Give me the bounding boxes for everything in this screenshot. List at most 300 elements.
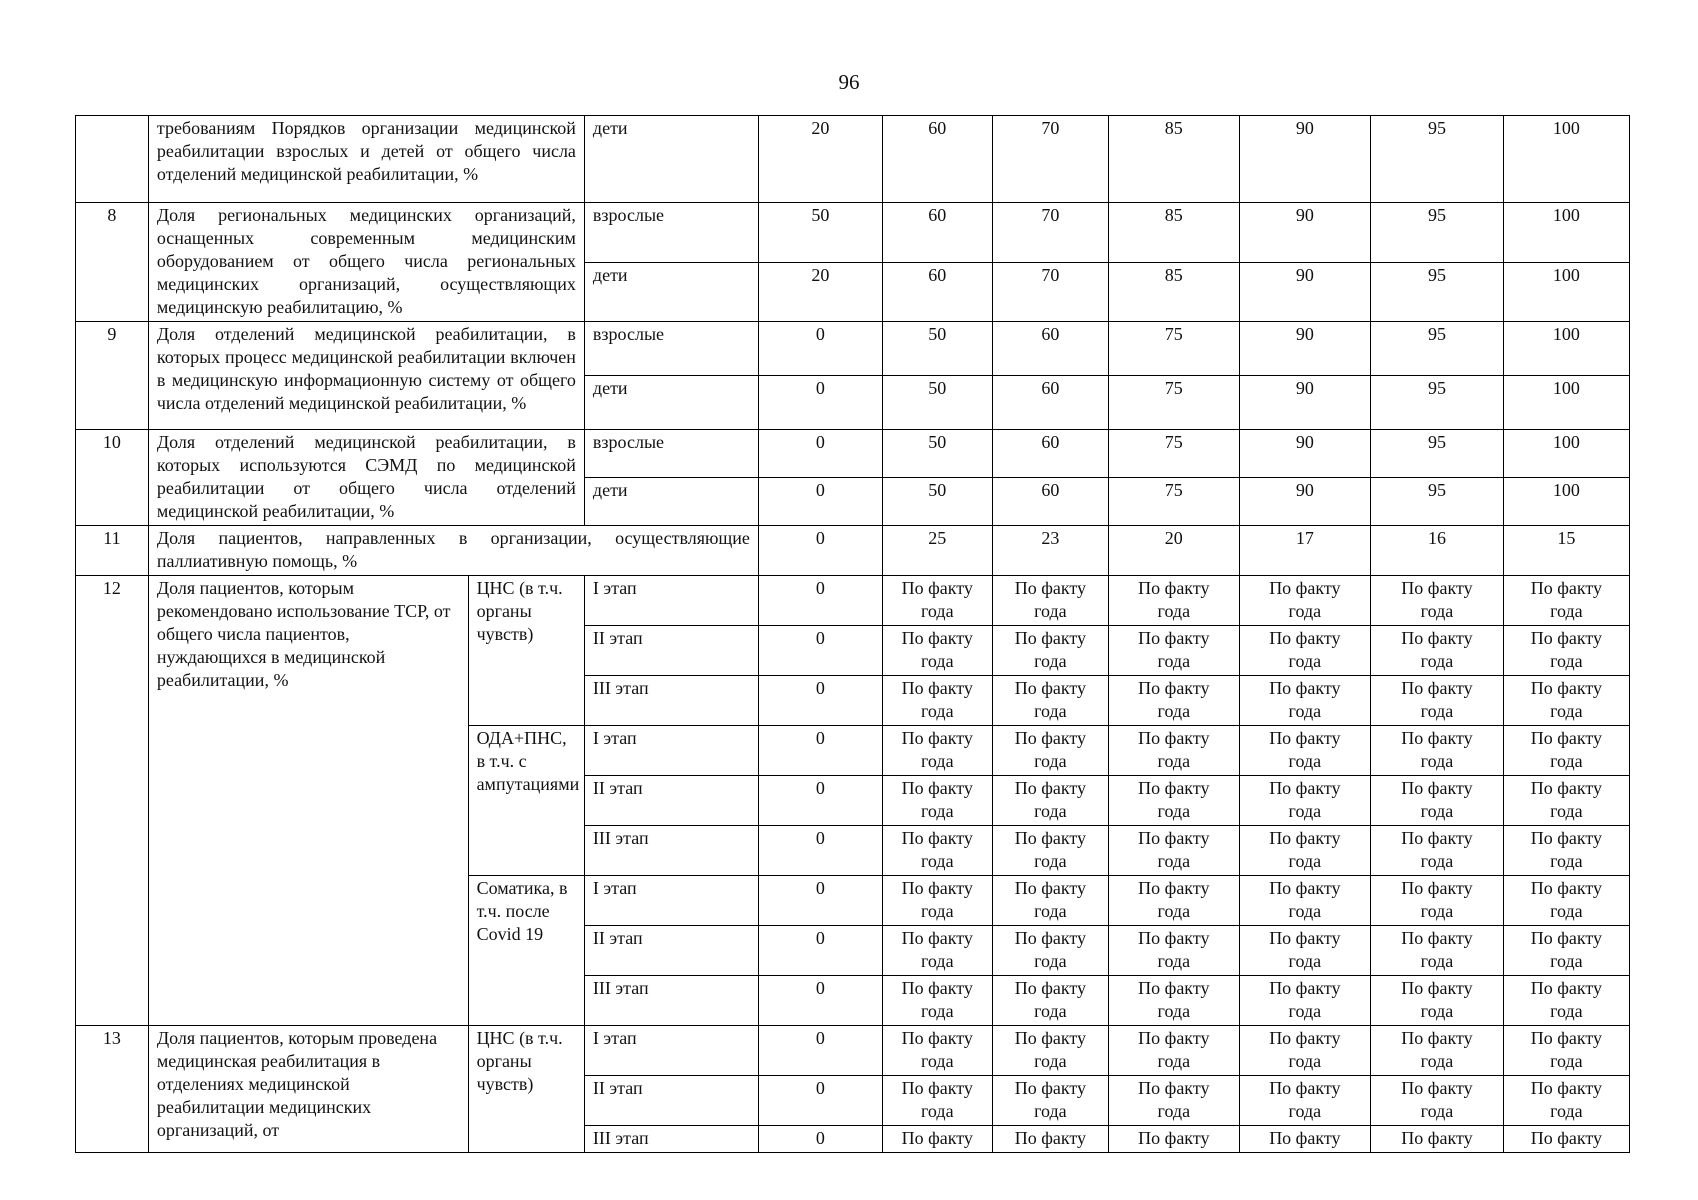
value-cell: 90 (1239, 376, 1371, 430)
fact-value-cell (1239, 1126, 1371, 1153)
fact-line-1: По факту (1269, 978, 1341, 998)
value-cell: 95 (1371, 262, 1504, 322)
fact-line-1: По факту (1401, 978, 1473, 998)
value-cell: 0 (758, 576, 882, 626)
stage-label: III этап (584, 1126, 758, 1153)
value-cell: 90 (1239, 430, 1371, 478)
fact-line-1: По факту (1530, 578, 1603, 598)
fact-value-cell (1109, 826, 1239, 876)
stage-label: III этап (584, 676, 758, 726)
value-cell: 50 (882, 430, 992, 478)
value-cell: 95 (1371, 116, 1504, 203)
value-cell: 0 (758, 926, 882, 976)
fact-line-1: По факту (1014, 1078, 1087, 1098)
table-row (76, 576, 1630, 626)
fact-line-2: года (1550, 951, 1583, 971)
fact-line-2: года (921, 1101, 954, 1121)
value-cell: 85 (1109, 262, 1239, 322)
fact-value-cell (1371, 976, 1504, 1026)
value-cell: 100 (1503, 322, 1629, 376)
fact-line-2: года (1034, 851, 1067, 871)
value-cell: 60 (992, 376, 1108, 430)
fact-value-cell (1503, 826, 1629, 876)
value-cell: 90 (1239, 116, 1371, 203)
fact-line-1: По факту (1401, 1128, 1473, 1148)
stage-label: I этап (584, 576, 758, 626)
fact-line-1: По факту (1269, 928, 1341, 948)
fact-value-cell (1503, 1026, 1629, 1076)
fact-line-2: года (1288, 601, 1322, 621)
fact-value-cell (1503, 1126, 1629, 1153)
value-cell: 90 (1239, 478, 1371, 526)
fact-value-cell (1239, 726, 1371, 776)
value-cell: 0 (758, 526, 882, 576)
page-number: 96 (838, 70, 860, 94)
fact-line-2: года (1157, 1101, 1191, 1121)
fact-line-1: По факту (1014, 978, 1087, 998)
fact-line-1: По факту (1530, 628, 1603, 648)
value-cell: 0 (758, 376, 882, 430)
fact-line-2: года (1034, 1101, 1067, 1121)
value-cell: 50 (882, 376, 992, 430)
fact-line-1: По факту (1530, 728, 1603, 748)
fact-line-1: По факту (1401, 1078, 1473, 1098)
value-cell: 60 (992, 430, 1108, 478)
fact-value-cell (992, 826, 1108, 876)
fact-line-2: года (921, 951, 954, 971)
stage-label: II этап (584, 926, 758, 976)
row-number: 8 (76, 203, 149, 322)
value-cell: 50 (882, 478, 992, 526)
fact-value-cell (992, 776, 1108, 826)
fact-line-2: года (1288, 1101, 1322, 1121)
fact-line-1: По факту (1138, 928, 1210, 948)
fact-line-2: года (1157, 701, 1191, 721)
fact-line-1: По факту (901, 678, 973, 698)
fact-value-cell (1109, 1076, 1239, 1126)
fact-line-2: года (1034, 751, 1067, 771)
fact-value-cell (1371, 926, 1504, 976)
fact-value-cell (1371, 726, 1504, 776)
fact-line-1: По факту (1530, 678, 1603, 698)
fact-line-1: По факту (901, 628, 973, 648)
value-cell: 50 (882, 322, 992, 376)
table-row (76, 116, 1630, 203)
indicator-description: Доля пациентов, направленных в организации, осуществляющие паллиативную помощь, % (148, 526, 758, 576)
value-cell: 75 (1109, 376, 1239, 430)
fact-line-1: По факту (1014, 678, 1087, 698)
fact-line-1: По факту (1401, 578, 1473, 598)
fact-line-1: По факту (1401, 678, 1473, 698)
fact-value-cell (882, 976, 992, 1026)
fact-line-2: года (921, 1001, 954, 1021)
value-cell: 0 (758, 976, 882, 1026)
stage-label: III этап (584, 826, 758, 876)
fact-line-2: года (1034, 951, 1067, 971)
value-cell: 60 (882, 262, 992, 322)
fact-value-cell (992, 1026, 1108, 1076)
fact-line-2: года (1157, 651, 1191, 671)
fact-line-2: года (1034, 901, 1067, 921)
fact-line-1: По факту (1138, 628, 1210, 648)
fact-line-2: года (1420, 901, 1454, 921)
value-cell: 95 (1371, 430, 1504, 478)
fact-line-2: года (1034, 1051, 1067, 1071)
value-cell: 95 (1371, 478, 1504, 526)
fact-value-cell (1503, 1076, 1629, 1126)
value-cell: 16 (1371, 526, 1504, 576)
value-cell: 0 (758, 430, 882, 478)
fact-line-1: По факту (1530, 1028, 1603, 1048)
fact-value-cell (992, 576, 1108, 626)
fact-value-cell (1109, 876, 1239, 926)
row-number: 9 (76, 322, 149, 430)
fact-value-cell (1371, 626, 1504, 676)
fact-value-cell (1239, 876, 1371, 926)
fact-line-1: По факту (1014, 778, 1087, 798)
fact-line-1: По факту (1530, 828, 1603, 848)
fact-line-1: По факту (1138, 1028, 1210, 1048)
fact-line-2: года (1157, 901, 1191, 921)
fact-value-cell (992, 976, 1108, 1026)
patient-group-label: ОДА+ПНС, в т.ч. с ампутациями (468, 726, 584, 876)
value-cell: 90 (1239, 262, 1371, 322)
fact-value-cell (1371, 1076, 1504, 1126)
value-cell: 90 (1239, 203, 1371, 263)
fact-line-2: года (1157, 601, 1191, 621)
indicator-description: требованиям Порядков организации медицинской реабилитации взрослых и детей от общего числа отделений медицинской реабилитации, % (148, 116, 584, 203)
indicator-description: Доля региональных медицинских организаций, оснащенных современным медицинским оборудованием от общего числа региональных медицинских организаций, осуществляющих медицинскую реабилитацию, % (148, 203, 584, 322)
value-cell: 15 (1503, 526, 1629, 576)
fact-line-1: По факту (901, 1028, 973, 1048)
fact-value-cell (1503, 926, 1629, 976)
fact-line-2: года (1157, 851, 1191, 871)
table-row (76, 203, 1630, 263)
fact-line-1: По факту (1138, 828, 1210, 848)
fact-value-cell (882, 676, 992, 726)
fact-line-1: По факту (901, 978, 973, 998)
fact-value-cell (1109, 976, 1239, 1026)
fact-line-1: По факту (901, 578, 973, 598)
fact-line-1: По факту (1401, 928, 1473, 948)
fact-line-1: По факту (1014, 628, 1087, 648)
fact-line-2: года (1157, 1051, 1191, 1071)
fact-line-2: года (1288, 851, 1322, 871)
fact-line-2: года (1288, 1001, 1322, 1021)
fact-line-2: года (921, 651, 954, 671)
fact-line-2: года (921, 1051, 954, 1071)
patient-group-label: ЦНС (в т.ч. органы чувств) (468, 1026, 584, 1153)
fact-line-2: года (1420, 701, 1454, 721)
value-cell: 0 (758, 876, 882, 926)
value-cell: 85 (1109, 116, 1239, 203)
subgroup-label: взрослые (584, 430, 758, 478)
fact-value-cell (992, 1076, 1108, 1126)
value-cell: 17 (1239, 526, 1371, 576)
subgroup-label: дети (584, 262, 758, 322)
value-cell: 0 (758, 676, 882, 726)
fact-value-cell (1109, 1126, 1239, 1153)
stage-label: II этап (584, 1076, 758, 1126)
fact-value-cell (882, 826, 992, 876)
fact-line-2: года (1288, 751, 1322, 771)
value-cell: 70 (992, 262, 1108, 322)
fact-line-1: По факту (901, 1128, 973, 1148)
subgroup-label: взрослые (584, 322, 758, 376)
fact-line-1: По факту (1530, 778, 1603, 798)
value-cell: 100 (1503, 203, 1629, 263)
fact-line-1: По факту (1014, 728, 1087, 748)
fact-value-cell (1239, 826, 1371, 876)
fact-line-2: года (1550, 851, 1583, 871)
value-cell: 0 (758, 726, 882, 776)
fact-line-1: По факту (1138, 578, 1210, 598)
fact-line-2: года (1157, 951, 1191, 971)
fact-line-1: По факту (1269, 778, 1341, 798)
fact-line-2: года (1034, 701, 1067, 721)
fact-line-1: По факту (1138, 678, 1210, 698)
fact-line-2: года (1550, 651, 1583, 671)
fact-value-cell (992, 926, 1108, 976)
table-row (76, 430, 1630, 478)
fact-line-2: года (1550, 751, 1583, 771)
fact-line-1: По факту (1269, 578, 1341, 598)
fact-line-1: По факту (1014, 1028, 1087, 1048)
patient-group-label: ЦНС (в т.ч. органы чувств) (468, 576, 584, 726)
value-cell: 60 (882, 116, 992, 203)
fact-line-2: года (1420, 801, 1454, 821)
fact-line-2: года (1034, 801, 1067, 821)
fact-value-cell (1503, 576, 1629, 626)
fact-line-1: По факту (1269, 678, 1341, 698)
row-number: 10 (76, 430, 149, 526)
value-cell: 20 (758, 116, 882, 203)
fact-line-2: года (1420, 751, 1454, 771)
fact-value-cell (1371, 826, 1504, 876)
subgroup-label: взрослые (584, 203, 758, 263)
value-cell: 25 (882, 526, 992, 576)
fact-line-1: По факту (901, 728, 973, 748)
fact-value-cell (992, 1126, 1108, 1153)
value-cell: 70 (992, 116, 1108, 203)
fact-line-1: По факту (1269, 728, 1341, 748)
table-row (76, 322, 1630, 376)
fact-line-1: По факту (901, 928, 973, 948)
fact-value-cell (1109, 626, 1239, 676)
stage-label: III этап (584, 976, 758, 1026)
value-cell: 75 (1109, 478, 1239, 526)
fact-value-cell (882, 1026, 992, 1076)
fact-line-2: года (1157, 1001, 1191, 1021)
value-cell: 95 (1371, 203, 1504, 263)
fact-line-1: По факту (901, 778, 973, 798)
value-cell: 100 (1503, 116, 1629, 203)
fact-value-cell (992, 726, 1108, 776)
fact-value-cell (1503, 676, 1629, 726)
fact-line-2: года (1288, 1051, 1322, 1071)
fact-line-1: По факту (1401, 1028, 1473, 1048)
fact-value-cell (1503, 626, 1629, 676)
fact-line-1: По факту (1138, 878, 1210, 898)
fact-line-2: года (1420, 601, 1454, 621)
stage-rows-body (76, 576, 1630, 1153)
value-cell: 100 (1503, 478, 1629, 526)
fact-line-1: По факту (1014, 578, 1087, 598)
value-cell: 70 (992, 203, 1108, 263)
value-cell: 90 (1239, 322, 1371, 376)
fact-line-2: года (1288, 651, 1322, 671)
value-cell: 0 (758, 776, 882, 826)
indicators-table (75, 115, 1630, 1153)
fact-line-1: По факту (901, 878, 973, 898)
value-cell: 85 (1109, 203, 1239, 263)
fact-value-cell (1239, 1026, 1371, 1076)
fact-line-2: года (1420, 1101, 1454, 1121)
fact-value-cell (1239, 626, 1371, 676)
fact-line-1: По факту (1401, 828, 1473, 848)
fact-value-cell (1371, 1126, 1504, 1153)
fact-value-cell (1239, 676, 1371, 726)
fact-line-2: года (1288, 951, 1322, 971)
stage-label: I этап (584, 876, 758, 926)
stage-label: I этап (584, 726, 758, 776)
fact-line-2: года (1550, 801, 1583, 821)
fact-line-1: По факту (1401, 628, 1473, 648)
fact-line-2: года (1420, 851, 1454, 871)
fact-value-cell (1503, 776, 1629, 826)
row-number: 13 (76, 1026, 149, 1153)
fact-value-cell (882, 626, 992, 676)
fact-line-2: года (1420, 1001, 1454, 1021)
fact-value-cell (1109, 726, 1239, 776)
table-row (76, 1026, 1630, 1076)
fact-line-1: По факту (1138, 778, 1210, 798)
fact-line-2: года (1420, 951, 1454, 971)
indicator-description: Доля пациентов, которым проведена медицинская реабилитация в отделениях медицинской реабилитации медицинских организаций, от (148, 1026, 468, 1153)
fact-line-1: По факту (1269, 1078, 1341, 1098)
fact-line-1: По факту (1530, 1128, 1603, 1148)
fact-line-2: года (1550, 701, 1583, 721)
fact-value-cell (1371, 876, 1504, 926)
stage-label: I этап (584, 1026, 758, 1076)
indicator-description: Доля отделений медицинской реабилитации, в которых используются СЭМД по медицинской реабилитации от общего числа отделений медицинской реабилитации, % (148, 430, 584, 526)
fact-line-1: По факту (901, 828, 973, 848)
fact-line-1: По факту (1014, 878, 1087, 898)
fact-value-cell (1371, 576, 1504, 626)
fact-line-2: года (1420, 651, 1454, 671)
fact-line-1: По факту (1138, 978, 1210, 998)
fact-line-2: года (1034, 651, 1067, 671)
fact-line-1: По факту (1269, 1128, 1341, 1148)
fact-line-2: года (1550, 1051, 1583, 1071)
fact-line-2: года (1550, 1001, 1583, 1021)
value-cell: 60 (882, 203, 992, 263)
row-number-cell (76, 116, 149, 203)
fact-line-2: года (1034, 601, 1067, 621)
fact-line-2: года (1550, 901, 1583, 921)
fact-value-cell (882, 1126, 992, 1153)
value-cell: 95 (1371, 376, 1504, 430)
value-cell: 75 (1109, 430, 1239, 478)
fact-value-cell (1503, 726, 1629, 776)
value-cell: 60 (992, 322, 1108, 376)
value-cell: 75 (1109, 322, 1239, 376)
fact-line-1: По факту (1401, 728, 1473, 748)
value-cell: 60 (992, 478, 1108, 526)
fact-line-2: года (1288, 901, 1322, 921)
table-row (76, 526, 1630, 576)
fact-value-cell (1109, 1026, 1239, 1076)
fact-line-1: По факту (1269, 628, 1341, 648)
value-cell: 100 (1503, 430, 1629, 478)
fact-line-1: По факту (1401, 778, 1473, 798)
fact-value-cell (882, 726, 992, 776)
value-cell: 23 (992, 526, 1108, 576)
fact-value-cell (1109, 676, 1239, 726)
fact-value-cell (992, 676, 1108, 726)
fact-line-1: По факту (1269, 1028, 1341, 1048)
fact-line-2: года (1157, 801, 1191, 821)
fact-value-cell (882, 1076, 992, 1126)
fact-line-2: года (1550, 1101, 1583, 1121)
stage-label: II этап (584, 776, 758, 826)
indicator-description: Доля пациентов, которым рекомендовано использование ТСР, от общего числа пациентов, нуждающихся в медицинской реабилитации, % (148, 576, 468, 1026)
row-number: 11 (76, 526, 149, 576)
fact-line-1: По факту (1014, 1128, 1087, 1148)
row-number: 12 (76, 576, 149, 1026)
value-cell: 20 (758, 262, 882, 322)
fact-value-cell (1109, 576, 1239, 626)
fact-line-1: По факту (1138, 728, 1210, 748)
fact-value-cell (882, 776, 992, 826)
fact-line-1: По факту (1269, 828, 1341, 848)
fact-line-1: По факту (1014, 928, 1087, 948)
fact-line-2: года (921, 801, 954, 821)
fact-line-2: года (1550, 601, 1583, 621)
fact-value-cell (1109, 776, 1239, 826)
fact-line-1: По факту (1530, 978, 1603, 998)
subgroup-label: дети (584, 116, 758, 203)
patient-group-label: Соматика, в т.ч. после Covid 19 (468, 876, 584, 1026)
fact-value-cell (992, 876, 1108, 926)
value-cell: 0 (758, 322, 882, 376)
value-cell: 0 (758, 478, 882, 526)
value-cell: 0 (758, 1026, 882, 1076)
fact-value-cell (1371, 676, 1504, 726)
value-cell: 95 (1371, 322, 1504, 376)
fact-value-cell (1239, 926, 1371, 976)
subgroup-label: дети (584, 376, 758, 430)
fact-value-cell (992, 626, 1108, 676)
fact-line-1: По факту (1269, 878, 1341, 898)
fact-line-2: года (1420, 1051, 1454, 1071)
subgroup-label: дети (584, 478, 758, 526)
fact-value-cell (882, 926, 992, 976)
fact-value-cell (1371, 1026, 1504, 1076)
fact-value-cell (1239, 576, 1371, 626)
fact-value-cell (1503, 976, 1629, 1026)
fact-value-cell (1503, 876, 1629, 926)
fact-value-cell (1239, 1076, 1371, 1126)
fact-value-cell (882, 576, 992, 626)
fact-line-2: года (1288, 701, 1322, 721)
fact-line-1: По факту (901, 1078, 973, 1098)
fact-line-1: По факту (1401, 878, 1473, 898)
fact-line-2: года (921, 751, 954, 771)
value-cell: 20 (1109, 526, 1239, 576)
value-cell: 100 (1503, 376, 1629, 430)
fact-line-2: года (921, 851, 954, 871)
